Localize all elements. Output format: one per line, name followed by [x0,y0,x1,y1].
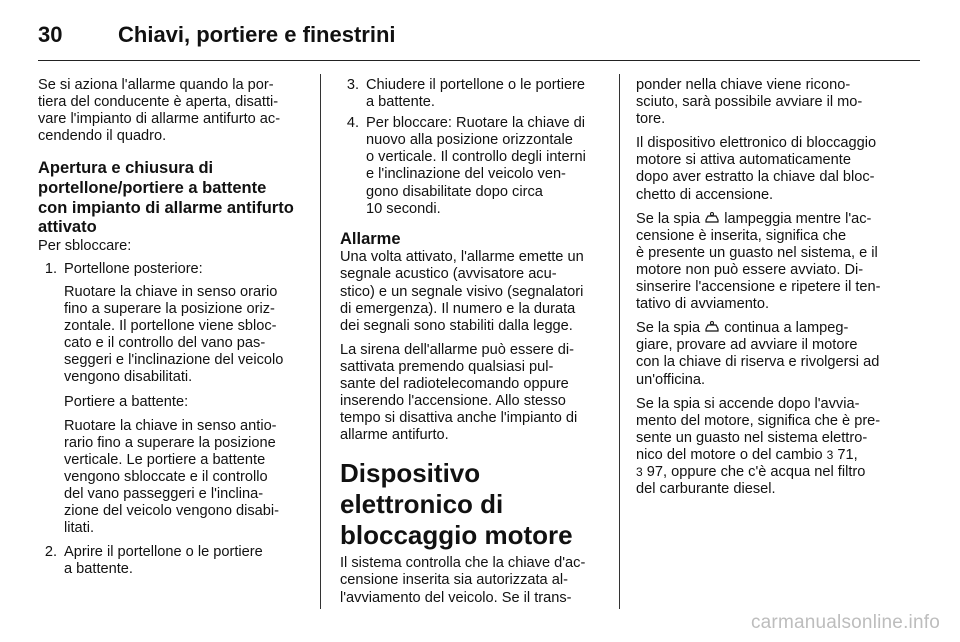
page-ref-link[interactable]: 71 [837,446,854,463]
blinking-paragraph: Se la spia lampeggia mentre l'ac- censione è inserita, significa che è presente un guasto nel sistema, e il motore non può essere avviato. Di- sinserire l'accensione e ripetere il ten- tativo di avviamento. [636,210,881,313]
per-sbloccare: Per sbloccare: [38,237,132,254]
section-heading-allarme: Allarme [340,229,401,248]
watermark: carmanualsonline.info [750,612,940,633]
column-2 [340,77,606,607]
allarme-paragraph: Una volta attivato, l'allarme emette un segnale acustico (avvisatore acu- stico) e un segnale visivo (segnalatori di emergenza). Il numero e la durata dei segnali sono stabiliti dalla legge. [340,249,584,334]
intro-paragraph: Se si aziona l'allarme quando la por- tiera del conducente è aperta, disatti- vare l'impianto di allarme antifurto ac- cendendo il quadro. [38,77,281,145]
column-divider-1 [320,74,321,609]
transponder-paragraph: ponder nella chiave viene ricono- sciuto, sarà possibile avviare il mo- tore. [636,77,863,128]
list-item-1-text-2: Ruotare la chiave in senso antio- rario fino a superare la posizione verticale. Le portiere a battente vengono sbloccate e il controllo del vano passeggeri e l'inclina- zione del veicolo vengono disabi- litati. [64,417,279,537]
header-rule [38,60,920,61]
section-heading-immobilizer: Dispositivo elettronico di bloccaggio motore [340,458,573,551]
list-item-1-text: Ruotare la chiave in senso orario fino a superare la posizione oriz- zontale. Il portellone viene sbloc- cato e il controllo del vano pas- seggeri e l'inclinazione del veicolo vengono disabilitati. [64,283,284,386]
car-key-warning-icon [704,212,720,224]
list-item-3: 3. Chiudere il portellone o le portiere a battente. [346,77,586,111]
car-key-warning-icon [704,321,720,333]
page-ref-arrow-icon: 3 [636,464,643,479]
page-number: 30 [38,22,63,47]
sirena-paragraph: La sirena dell'allarme può essere di- sattivata premendo qualsiasi pul- sante del radiotelecomando oppure inserendo l'accensione. Allo stesso tempo si disattiva anche l'impianto di allarme antifurto. [340,341,578,444]
page-ref-arrow-icon: 3 [826,447,834,462]
list-item-2: 2. Aprire il portellone o le portiere a battente. [44,544,263,578]
continues-blinking-paragraph: Se la spia continua a lampeg- giare, provare ad avviare il motore con la chiave di riserva e rivolgersi ad un'officina. [636,320,880,388]
list-item-1: 1. Portellone posteriore: [44,260,203,277]
chapter-title: Chiavi, portiere e finestrini [118,22,396,47]
activation-paragraph: Il dispositivo elettronico di bloccaggio motore si attiva automaticamente dopo aver estratto la chiave dal bloc- chetto di accensione. [636,135,877,203]
list-item-1-label-2: Portiere a battente: [64,393,189,410]
section-heading-unlock: Apertura e chiusura di portellone/portiere a battente con impianto di allarme antifurto attivato [38,159,294,237]
list-item-4: 4. Per bloccare: Ruotare la chiave di nuovo alla posizione orizzontale o verticale. Il controllo degli interni e l'inclinazione del veicolo ven- gono disabilitate dopo circa 10 secondi. [346,115,586,217]
page-header [38,22,920,58]
page-ref-link[interactable]: 97 [646,463,663,480]
lights-up-paragraph: Se la spia si accende dopo l'avvia- mento del motore, significa che è pre- sente un guasto nel sistema elettro- nico del motore o del cambio 3 71, 3 97, oppure che c'è acqua nel filtro del carburante diesel. [636,395,881,498]
column-3 [636,77,902,498]
column-1 [38,77,306,578]
immobilizer-paragraph: Il sistema controlla che la chiave d'ac- censione inserita sia autorizzata al- l'avviamento del veicolo. Se il trans- [340,555,586,606]
column-divider-2 [619,74,620,609]
